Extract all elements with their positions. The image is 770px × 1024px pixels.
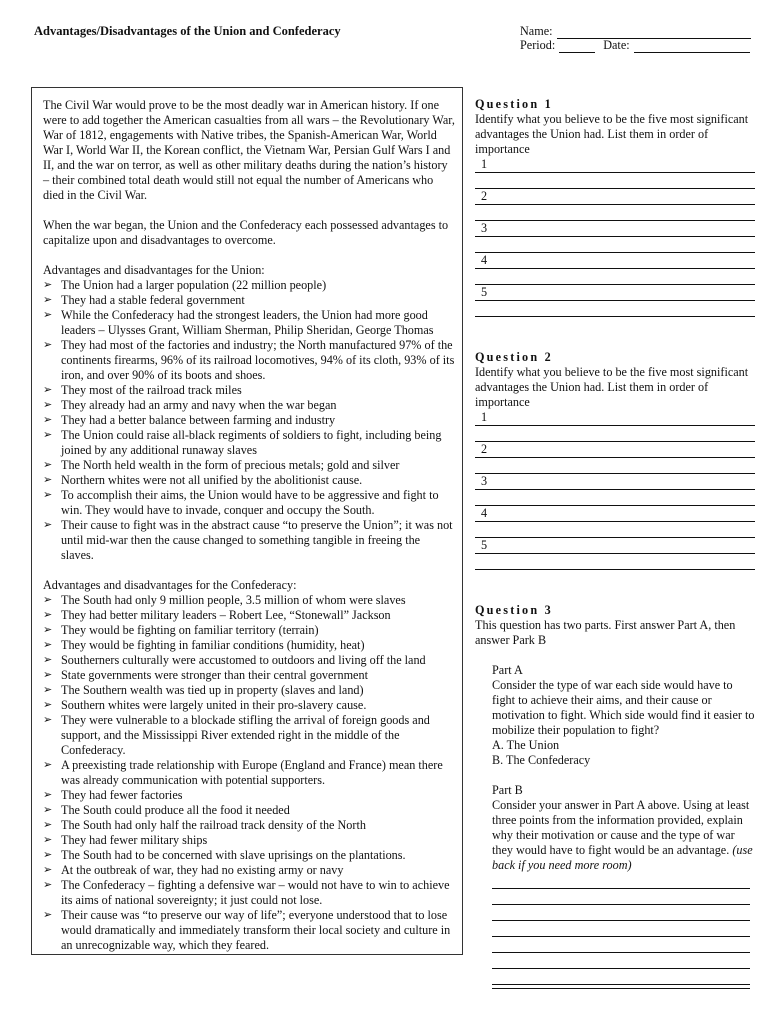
- answer-continuation-line[interactable]: [475, 237, 755, 253]
- answer-line[interactable]: [475, 221, 755, 237]
- answer-number: 2: [481, 442, 488, 456]
- union-item-text: They most of the railroad track miles: [61, 383, 242, 397]
- confederacy-item-text: A preexisting trade relationship with Europe (England and France) mean there was already communication with potential supporters.: [61, 758, 443, 787]
- option-a-union[interactable]: A. The Union: [492, 738, 560, 752]
- confederacy-item-text: State governments were stronger than their central government: [61, 668, 368, 682]
- union-item-text: The North held wealth in the form of precious metals; gold and silver: [61, 458, 400, 472]
- confederacy-item: [43, 698, 455, 713]
- confederacy-item-text: The South had to be concerned with slave uprisings on the plantations.: [61, 848, 406, 862]
- confederacy-item: [43, 833, 455, 848]
- name-field[interactable]: [557, 25, 751, 39]
- question-2-answer-lines: [475, 410, 755, 570]
- confederacy-item-text: At the outbreak of war, they had no existing army or navy: [61, 863, 344, 877]
- confederacy-item: [43, 908, 455, 953]
- union-item: [43, 473, 455, 488]
- answer-number: 1: [481, 157, 488, 171]
- answer-number: 5: [481, 538, 488, 552]
- confederacy-item: [43, 818, 455, 833]
- union-item: [43, 458, 455, 473]
- arrow-bullet-icon: ➢: [43, 699, 53, 711]
- union-item: [43, 293, 455, 308]
- confederacy-item: [43, 593, 455, 608]
- confederacy-item-text: The South could produce all the food it needed: [61, 803, 290, 817]
- answer-continuation-line[interactable]: [475, 554, 755, 570]
- answer-line[interactable]: [475, 506, 755, 522]
- question-3-heading: Question 3: [475, 603, 553, 617]
- union-heading: Advantages and disadvantages for the Union:: [43, 263, 265, 277]
- arrow-bullet-icon: ➢: [43, 594, 53, 606]
- arrow-bullet-icon: ➢: [43, 309, 53, 321]
- answer-number: 3: [481, 474, 488, 488]
- confederacy-item-text: The South had only half the railroad track density of the North: [61, 818, 366, 832]
- arrow-bullet-icon: ➢: [43, 849, 53, 861]
- date-field[interactable]: [634, 39, 750, 53]
- writing-line[interactable]: [492, 873, 750, 889]
- union-item: [43, 518, 455, 563]
- part-b-label: Part B: [492, 783, 523, 797]
- answer-continuation-line[interactable]: [475, 426, 755, 442]
- arrow-bullet-icon: ➢: [43, 684, 53, 696]
- intro-paragraph: The Civil War would prove to be the most deadly war in American history. If one were to add together the American casualties from all wars – the Revolutionary War, War of 1812, engagements with Native tribes, the Spanish-American War, World War I, World War II, the Korean conflict, the Vietnam War, Persian Gulf Wars I and II, and the war on terror, as well as other military deaths during the nation’s history – their combined total death would still not equal the number of Americans who died in the Civil War.: [43, 98, 455, 202]
- confederacy-item: [43, 848, 455, 863]
- union-item: [43, 278, 455, 293]
- arrow-bullet-icon: ➢: [43, 669, 53, 681]
- answer-line[interactable]: [475, 157, 755, 173]
- period-field[interactable]: [559, 39, 595, 53]
- part-a-text: Consider the type of war each side would have to fight to achieve their aims, and their cause or motivation to fight. Which side would find it easier to mobilize their population to fight?: [492, 678, 755, 737]
- answer-continuation-line[interactable]: [475, 205, 755, 221]
- arrow-bullet-icon: ➢: [43, 429, 53, 441]
- union-item-text: They had a better balance between farming and industry: [61, 413, 336, 427]
- confederacy-item-text: They had better military leaders – Robert Lee, “Stonewall” Jackson: [61, 608, 391, 622]
- question-1-answer-lines: [475, 157, 755, 317]
- answer-continuation-line[interactable]: [475, 173, 755, 189]
- answer-line[interactable]: [475, 474, 755, 490]
- confederacy-item-text: They would be fighting on familiar territory (terrain): [61, 623, 319, 637]
- name-label: Name:: [520, 24, 553, 38]
- date-label: Date:: [603, 38, 630, 52]
- part-b-answer-lines: [475, 873, 755, 989]
- answer-line[interactable]: [475, 538, 755, 554]
- arrow-bullet-icon: ➢: [43, 279, 53, 291]
- union-item: [43, 398, 455, 413]
- answer-continuation-line[interactable]: [475, 522, 755, 538]
- confederacy-item-text: Their cause was “to preserve our way of life”; everyone understood that to lose would dramatically and immediately transform their local society and culture in an unrecognizable way, which they feared.: [61, 908, 451, 952]
- question-1: [475, 97, 755, 317]
- question-1-heading: Question 1: [475, 97, 553, 111]
- answer-line[interactable]: [475, 442, 755, 458]
- arrow-bullet-icon: ➢: [43, 879, 53, 891]
- option-b-confederacy[interactable]: B. The Confederacy: [492, 753, 591, 767]
- confederacy-item-text: Southern whites were largely united in their pro-slavery cause.: [61, 698, 367, 712]
- arrow-bullet-icon: ➢: [43, 639, 53, 651]
- part-b-text: [492, 798, 755, 873]
- answer-number: 5: [481, 285, 488, 299]
- question-1-prompt: Identify what you believe to be the five most significant advantages the Union had. List them in order of importance: [475, 112, 749, 156]
- confederacy-item-text: The Confederacy – fighting a defensive war – would not have to win to achieve its aims of national sovereignty; it just could not lose.: [61, 878, 450, 907]
- confederacy-item: [43, 623, 455, 638]
- answer-number: 3: [481, 221, 488, 235]
- name-row: [520, 24, 751, 39]
- answer-line[interactable]: [475, 189, 755, 205]
- arrow-bullet-icon: ➢: [43, 654, 53, 666]
- question-2-prompt: Identify what you believe to be the five most significant advantages the Union had. List them in order of importance: [475, 365, 749, 409]
- period-date-row: [520, 38, 750, 53]
- union-list: [43, 278, 455, 563]
- answer-continuation-line[interactable]: [475, 269, 755, 285]
- arrow-bullet-icon: ➢: [43, 399, 53, 411]
- confederacy-item: [43, 713, 455, 758]
- confederacy-item: [43, 788, 455, 803]
- confederacy-item-text: They were vulnerable to a blockade stifling the arrival of foreign goods and support, and the Mississippi River extended right in the middle of the Confederacy.: [61, 713, 430, 757]
- confederacy-item-text: They would be fighting in familiar conditions (humidity, heat): [61, 638, 365, 652]
- answer-line[interactable]: [475, 410, 755, 426]
- union-item-text: While the Confederacy had the strongest leaders, the Union had more good leaders – Ulysses Grant, William Sherman, Philip Sheridan, George Thomas: [61, 308, 434, 337]
- arrow-bullet-icon: ➢: [43, 819, 53, 831]
- confederacy-item: [43, 638, 455, 653]
- writing-line[interactable]: [492, 905, 750, 921]
- question-3-prompt: This question has two parts. First answer Part A, then answer Park B: [475, 618, 736, 647]
- arrow-bullet-icon: ➢: [43, 294, 53, 306]
- writing-line[interactable]: [492, 921, 750, 937]
- union-item-text: They had most of the factories and industry; the North manufactured 97% of the continents firearms, 96% of its railroad locomotives, 94% of its cloth, 93% of its iron, and over 90% of its boots and shoes.: [61, 338, 455, 382]
- arrow-bullet-icon: ➢: [43, 759, 53, 771]
- arrow-bullet-icon: ➢: [43, 384, 53, 396]
- confederacy-item-text: They had fewer factories: [61, 788, 183, 802]
- union-item-text: To accomplish their aims, the Union would have to be aggressive and fight to win. They would have to invade, conquer and occupy the South.: [61, 488, 439, 517]
- arrow-bullet-icon: ➢: [43, 804, 53, 816]
- confederacy-item: [43, 668, 455, 683]
- answer-continuation-line[interactable]: [475, 490, 755, 506]
- writing-line[interactable]: [492, 969, 750, 985]
- union-item-text: The Union had a larger population (22 million people): [61, 278, 327, 292]
- answer-number: 4: [481, 253, 488, 267]
- confederacy-item: [43, 863, 455, 878]
- confederacy-item: [43, 878, 455, 908]
- arrow-bullet-icon: ➢: [43, 339, 53, 351]
- union-item: [43, 308, 455, 338]
- union-item-text: They had a stable federal government: [61, 293, 245, 307]
- writing-line[interactable]: [492, 889, 750, 905]
- union-item-text: Northern whites were not all unified by the abolitionist cause.: [61, 473, 363, 487]
- confederacy-item-text: The South had only 9 million people, 3.5 million of whom were slaves: [61, 593, 406, 607]
- when-paragraph: When the war began, the Union and the Confederacy each possessed advantages to capitalize upon and disadvantages to overcome.: [43, 218, 449, 247]
- union-item: [43, 413, 455, 428]
- union-item-text: The Union could raise all-black regiments of soldiers to fight, including being joined by any additional runaway slaves: [61, 428, 442, 457]
- question-3: [475, 603, 755, 989]
- union-item: [43, 338, 455, 383]
- arrow-bullet-icon: ➢: [43, 459, 53, 471]
- confederacy-item: [43, 653, 455, 668]
- arrow-bullet-icon: ➢: [43, 909, 53, 921]
- union-item: [43, 383, 455, 398]
- worksheet-title: Advantages/Disadvantages of the Union and Confederacy: [34, 24, 341, 38]
- arrow-bullet-icon: ➢: [43, 414, 53, 426]
- part-b-note: (use back if you need more room): [492, 843, 753, 872]
- writing-line[interactable]: [492, 937, 750, 953]
- arrow-bullet-icon: ➢: [43, 834, 53, 846]
- arrow-bullet-icon: ➢: [43, 714, 53, 726]
- answer-line[interactable]: [475, 285, 755, 301]
- answer-number: 4: [481, 506, 488, 520]
- writing-line[interactable]: [492, 953, 750, 969]
- answer-number: 1: [481, 410, 488, 424]
- arrow-bullet-icon: ➢: [43, 489, 53, 501]
- confederacy-heading: Advantages and disadvantages for the Confederacy:: [43, 578, 297, 592]
- part-a-label: Part A: [492, 663, 523, 677]
- writing-line[interactable]: [492, 985, 750, 989]
- question-2-heading: Question 2: [475, 350, 553, 364]
- arrow-bullet-icon: ➢: [43, 789, 53, 801]
- confederacy-item-text: The Southern wealth was tied up in property (slaves and land): [61, 683, 364, 697]
- confederacy-item-text: Southerners culturally were accustomed to outdoors and living off the land: [61, 653, 426, 667]
- confederacy-item: [43, 608, 455, 623]
- union-item-text: Their cause to fight was in the abstract cause “to preserve the Union”; it was not until mid-war then the cause changed to something tangible in freeing the slaves.: [61, 518, 453, 562]
- arrow-bullet-icon: ➢: [43, 519, 53, 531]
- answer-line[interactable]: [475, 253, 755, 269]
- union-item: [43, 488, 455, 518]
- answer-continuation-line[interactable]: [475, 301, 755, 317]
- confederacy-item: [43, 758, 455, 788]
- reading-box: [31, 87, 463, 955]
- arrow-bullet-icon: ➢: [43, 864, 53, 876]
- arrow-bullet-icon: ➢: [43, 474, 53, 486]
- union-item-text: They already had an army and navy when the war began: [61, 398, 337, 412]
- answer-continuation-line[interactable]: [475, 458, 755, 474]
- question-2: [475, 350, 755, 570]
- arrow-bullet-icon: ➢: [43, 609, 53, 621]
- confederacy-item: [43, 803, 455, 818]
- confederacy-list: [43, 593, 455, 953]
- period-label: Period:: [520, 38, 556, 52]
- arrow-bullet-icon: ➢: [43, 624, 53, 636]
- confederacy-item-text: They had fewer military ships: [61, 833, 208, 847]
- union-item: [43, 428, 455, 458]
- answer-number: 2: [481, 189, 488, 203]
- confederacy-item: [43, 683, 455, 698]
- part-b-instructions: Consider your answer in Part A above. Using at least three points from the information provided, explain why their motivation or cause and the type of war they would have to fight would be an advantage.: [492, 798, 750, 857]
